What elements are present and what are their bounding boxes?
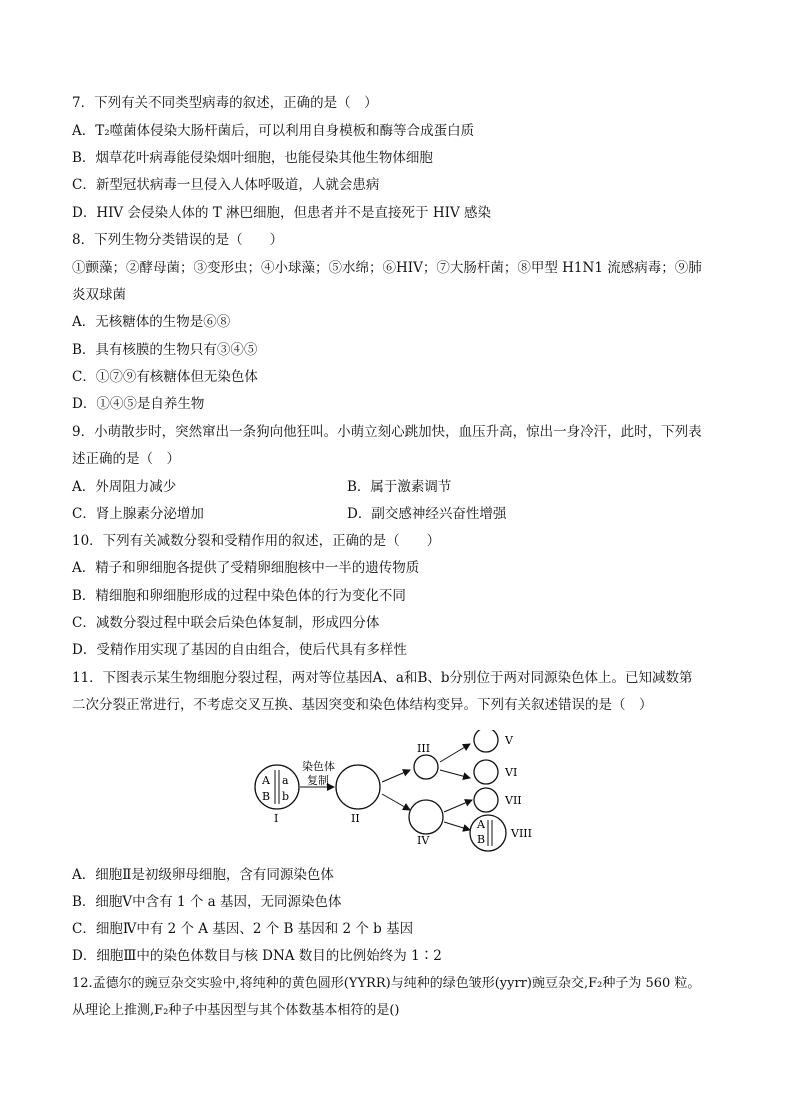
- q9-option-a: A．外周阻力减少: [72, 479, 177, 495]
- q11-option-d: D．细胞Ⅲ中的染色体数目与核 DNA 数目的比例始终为 1∶2: [72, 948, 442, 964]
- q11-option-c: C．细胞Ⅳ中有 2 个 A 基因、2 个 B 基因和 2 个 b 基因: [72, 921, 414, 937]
- q8-option-a: A．无核糖体的生物是⑥⑧: [72, 314, 231, 330]
- q7-option-a: A．T₂噬菌体侵染大肠杆菌后，可以利用自身模板和酶等合成蛋白质: [72, 123, 475, 139]
- q9-stem-line2: 述正确的是（ ）: [72, 451, 180, 467]
- q7-stem: 7．下列有关不同类型病毒的叙述，正确的是（ ）: [72, 95, 378, 111]
- cell-3: [414, 755, 438, 779]
- arrow-to-cell-4: [382, 794, 410, 810]
- arrow-to-cell-7: [444, 800, 472, 812]
- arrow-to-cell-5: [440, 744, 470, 762]
- q10-stem: 10．下列有关减数分裂和受精作用的叙述，正确的是（ ）: [72, 533, 441, 549]
- cell-division-diagram: [250, 730, 550, 860]
- q7-option-d: D．HIV 会侵染人体的 T 淋巴细胞，但患者并不是直接死于 HIV 感染: [72, 205, 491, 221]
- gene-label-b-lower: b: [282, 790, 290, 803]
- q11-stem-line2: 二次分裂正常进行，不考虑交叉互换、基因突变和染色体结构变异。下列有关叙述错误的是（ ）: [72, 697, 653, 713]
- cell-label-2: II: [351, 812, 360, 825]
- cell-6: [474, 760, 498, 784]
- q10-option-a: A．精子和卵细胞各提供了受精卵细胞核中一半的遗传物质: [72, 560, 420, 576]
- arrow-label-line2: 复制: [307, 774, 329, 787]
- q12-stem-line1: 12.孟德尔的豌豆杂交实验中,将纯种的黄色圆形(YYRR)与纯种的绿色皱形(yyrr)豌豆杂交,F₂种子为 560 粒。: [72, 976, 701, 991]
- q8-option-c: C．①⑦⑨有核糖体但无染色体: [72, 369, 258, 385]
- arrow-to-cell-6: [440, 770, 470, 778]
- q11-stem-line1: 11．下图表示某生物细胞分裂过程，两对等位基因A、a和B、b分别位于两对同源染色体上。已知减数第: [72, 670, 693, 686]
- q8-option-d: D．①④⑤是自养生物: [72, 396, 205, 412]
- arrow-label-line1: 染色体: [302, 760, 335, 773]
- q8-organism-list-line1: ①颤藻；②酵母菌；③变形虫；④小球藻；⑤水绵；⑥HIV；⑦大肠杆菌；⑧甲型 H1N1 流感病毒；⑨肺: [72, 260, 702, 276]
- q11-option-a: A．细胞Ⅱ是初级卵母细胞，含有同源染色体: [72, 867, 334, 883]
- q7-option-c: C．新型冠状病毒一旦侵入人体呼吸道，人就会患病: [72, 177, 380, 193]
- q11-option-b: B．细胞Ⅴ中含有 1 个 a 基因，无同源染色体: [72, 894, 342, 910]
- q10-option-b: B．精细胞和卵细胞形成的过程中染色体的行为变化不同: [72, 588, 406, 604]
- cell-7: [474, 788, 498, 812]
- q9-option-c: C．肾上腺素分泌增加: [72, 506, 204, 522]
- q7-option-b: B．烟草花叶病毒能侵染烟叶细胞，也能侵染其他生物体细胞: [72, 150, 433, 166]
- q10-option-c: C．减数分裂过程中联会后染色体复制，形成四分体: [72, 615, 380, 631]
- q10-option-d: D．受精作用实现了基因的自由组合，使后代具有多样性: [72, 642, 407, 658]
- q12-stem-line2: 从理论上推测,F₂种子中基因型与其个体数基本相符的是(): [72, 1003, 400, 1018]
- q8-option-b: B．具有核膜的生物只有③④⑤: [72, 342, 258, 358]
- gene-label-a-cell8: A: [477, 818, 485, 831]
- cell-5: [474, 730, 498, 752]
- arrow-to-cell-3: [382, 770, 410, 782]
- cell-label-7: VII: [505, 794, 522, 807]
- cell-label-3: III: [417, 742, 431, 755]
- gene-label-b-cell8: B: [477, 833, 486, 846]
- q9-option-d: D．副交感神经兴奋性增强: [347, 506, 507, 522]
- cell-label-4: IV: [417, 834, 430, 847]
- cell-label-8: VIII: [511, 827, 532, 840]
- q8-stem: 8．下列生物分类错误的是（ ）: [72, 232, 284, 248]
- gene-label-b-upper: B: [262, 790, 271, 803]
- q8-organism-list-line2: 炎双球菌: [72, 287, 126, 303]
- cell-2: [336, 765, 380, 809]
- q9-option-b: B．属于激素调节: [347, 479, 452, 495]
- cell-4: [409, 800, 443, 834]
- q9-stem-line1: 9．小萌散步时，突然窜出一条狗向他狂叫。小萌立刻心跳加快，血压升高，惊出一身冷汗，此时，下列表: [72, 424, 702, 440]
- gene-label-a-lower: a: [282, 774, 289, 787]
- cell-label-6: VI: [505, 766, 518, 779]
- arrow-to-cell-8: [444, 822, 470, 830]
- cell-label-1: I: [274, 812, 279, 825]
- cell-label-5: V: [505, 734, 513, 747]
- gene-label-a-upper: A: [262, 774, 270, 787]
